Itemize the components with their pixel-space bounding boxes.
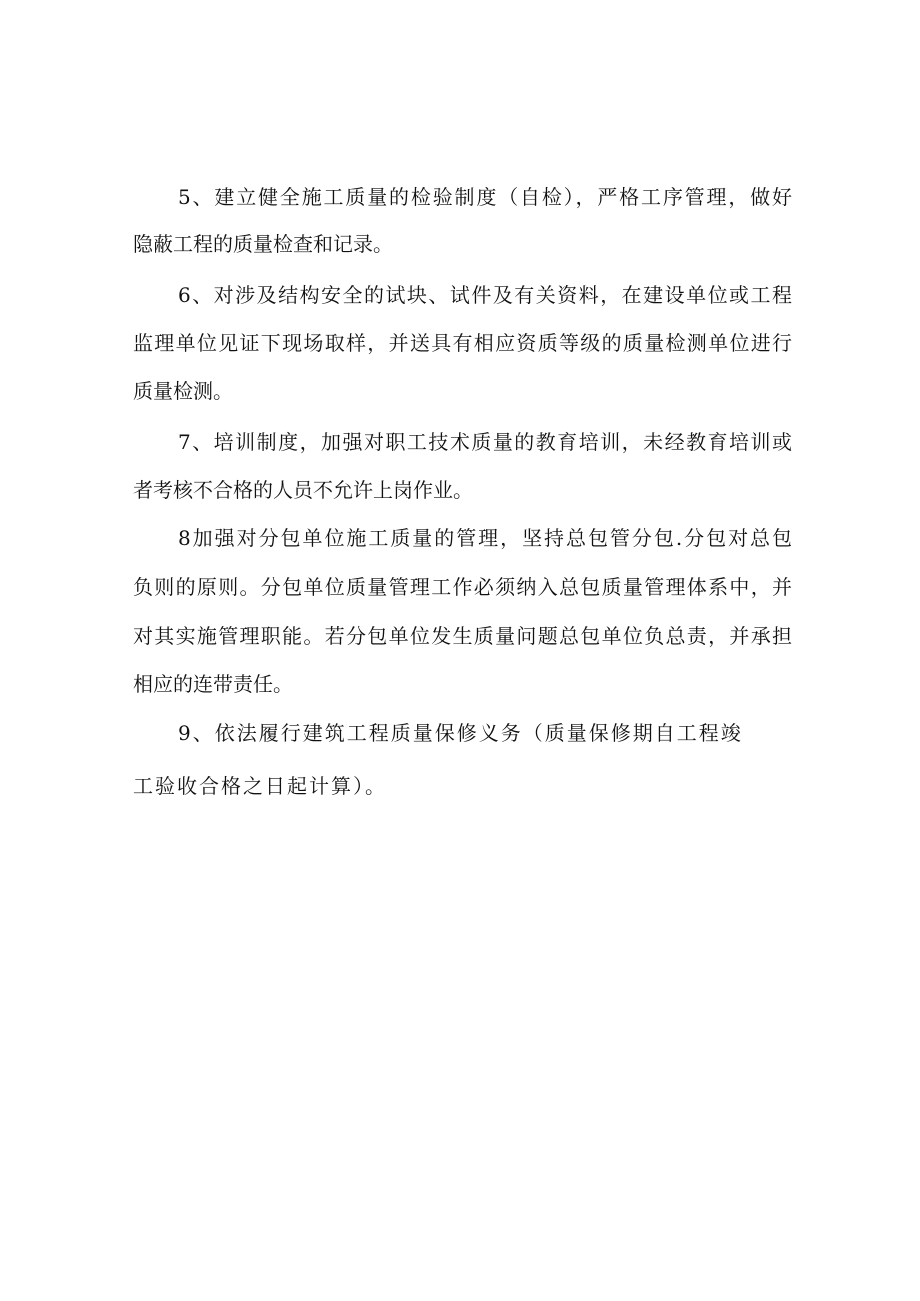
paragraph-line: 隐蔽工程的质量检查和记录。 bbox=[133, 232, 393, 256]
paragraph-line: 6、对涉及结构安全的试块、试件及有关资料，在建设单位或工程 bbox=[178, 283, 792, 307]
paragraph-line: 9、依法履行建筑工程质量保修义务（质量保修期自工程竣 bbox=[178, 721, 743, 745]
paragraph-line: 者考核不合格的人员不允许上岗作业。 bbox=[133, 478, 473, 502]
paragraph-line: 负则的原则。分包单位质量管理工作必须纳入总包质量管理体系中，并 bbox=[133, 575, 792, 599]
paragraph-line: 工验收合格之日起计算）。 bbox=[133, 774, 387, 798]
paragraph-line: 监理单位见证下现场取样，并送具有相应资质等级的质量检测单位进行 bbox=[133, 331, 792, 355]
paragraph-line: 质量检测。 bbox=[133, 379, 233, 403]
paragraph-line: 对其实施管理职能。若分包单位发生质量问题总包单位负总责，并承担 bbox=[133, 624, 792, 648]
paragraph-line: 7、培训制度，加强对职工技术质量的教育培训，未经教育培训或 bbox=[178, 430, 792, 454]
paragraph-line: 5、建立健全施工质量的检验制度（自检），严格工序管理，做好 bbox=[178, 185, 792, 209]
paragraph-line: 相应的连带责任。 bbox=[133, 672, 293, 696]
paragraph-line: 8加强对分包单位施工质量的管理，坚持总包管分包.分包对总包 bbox=[178, 526, 792, 550]
